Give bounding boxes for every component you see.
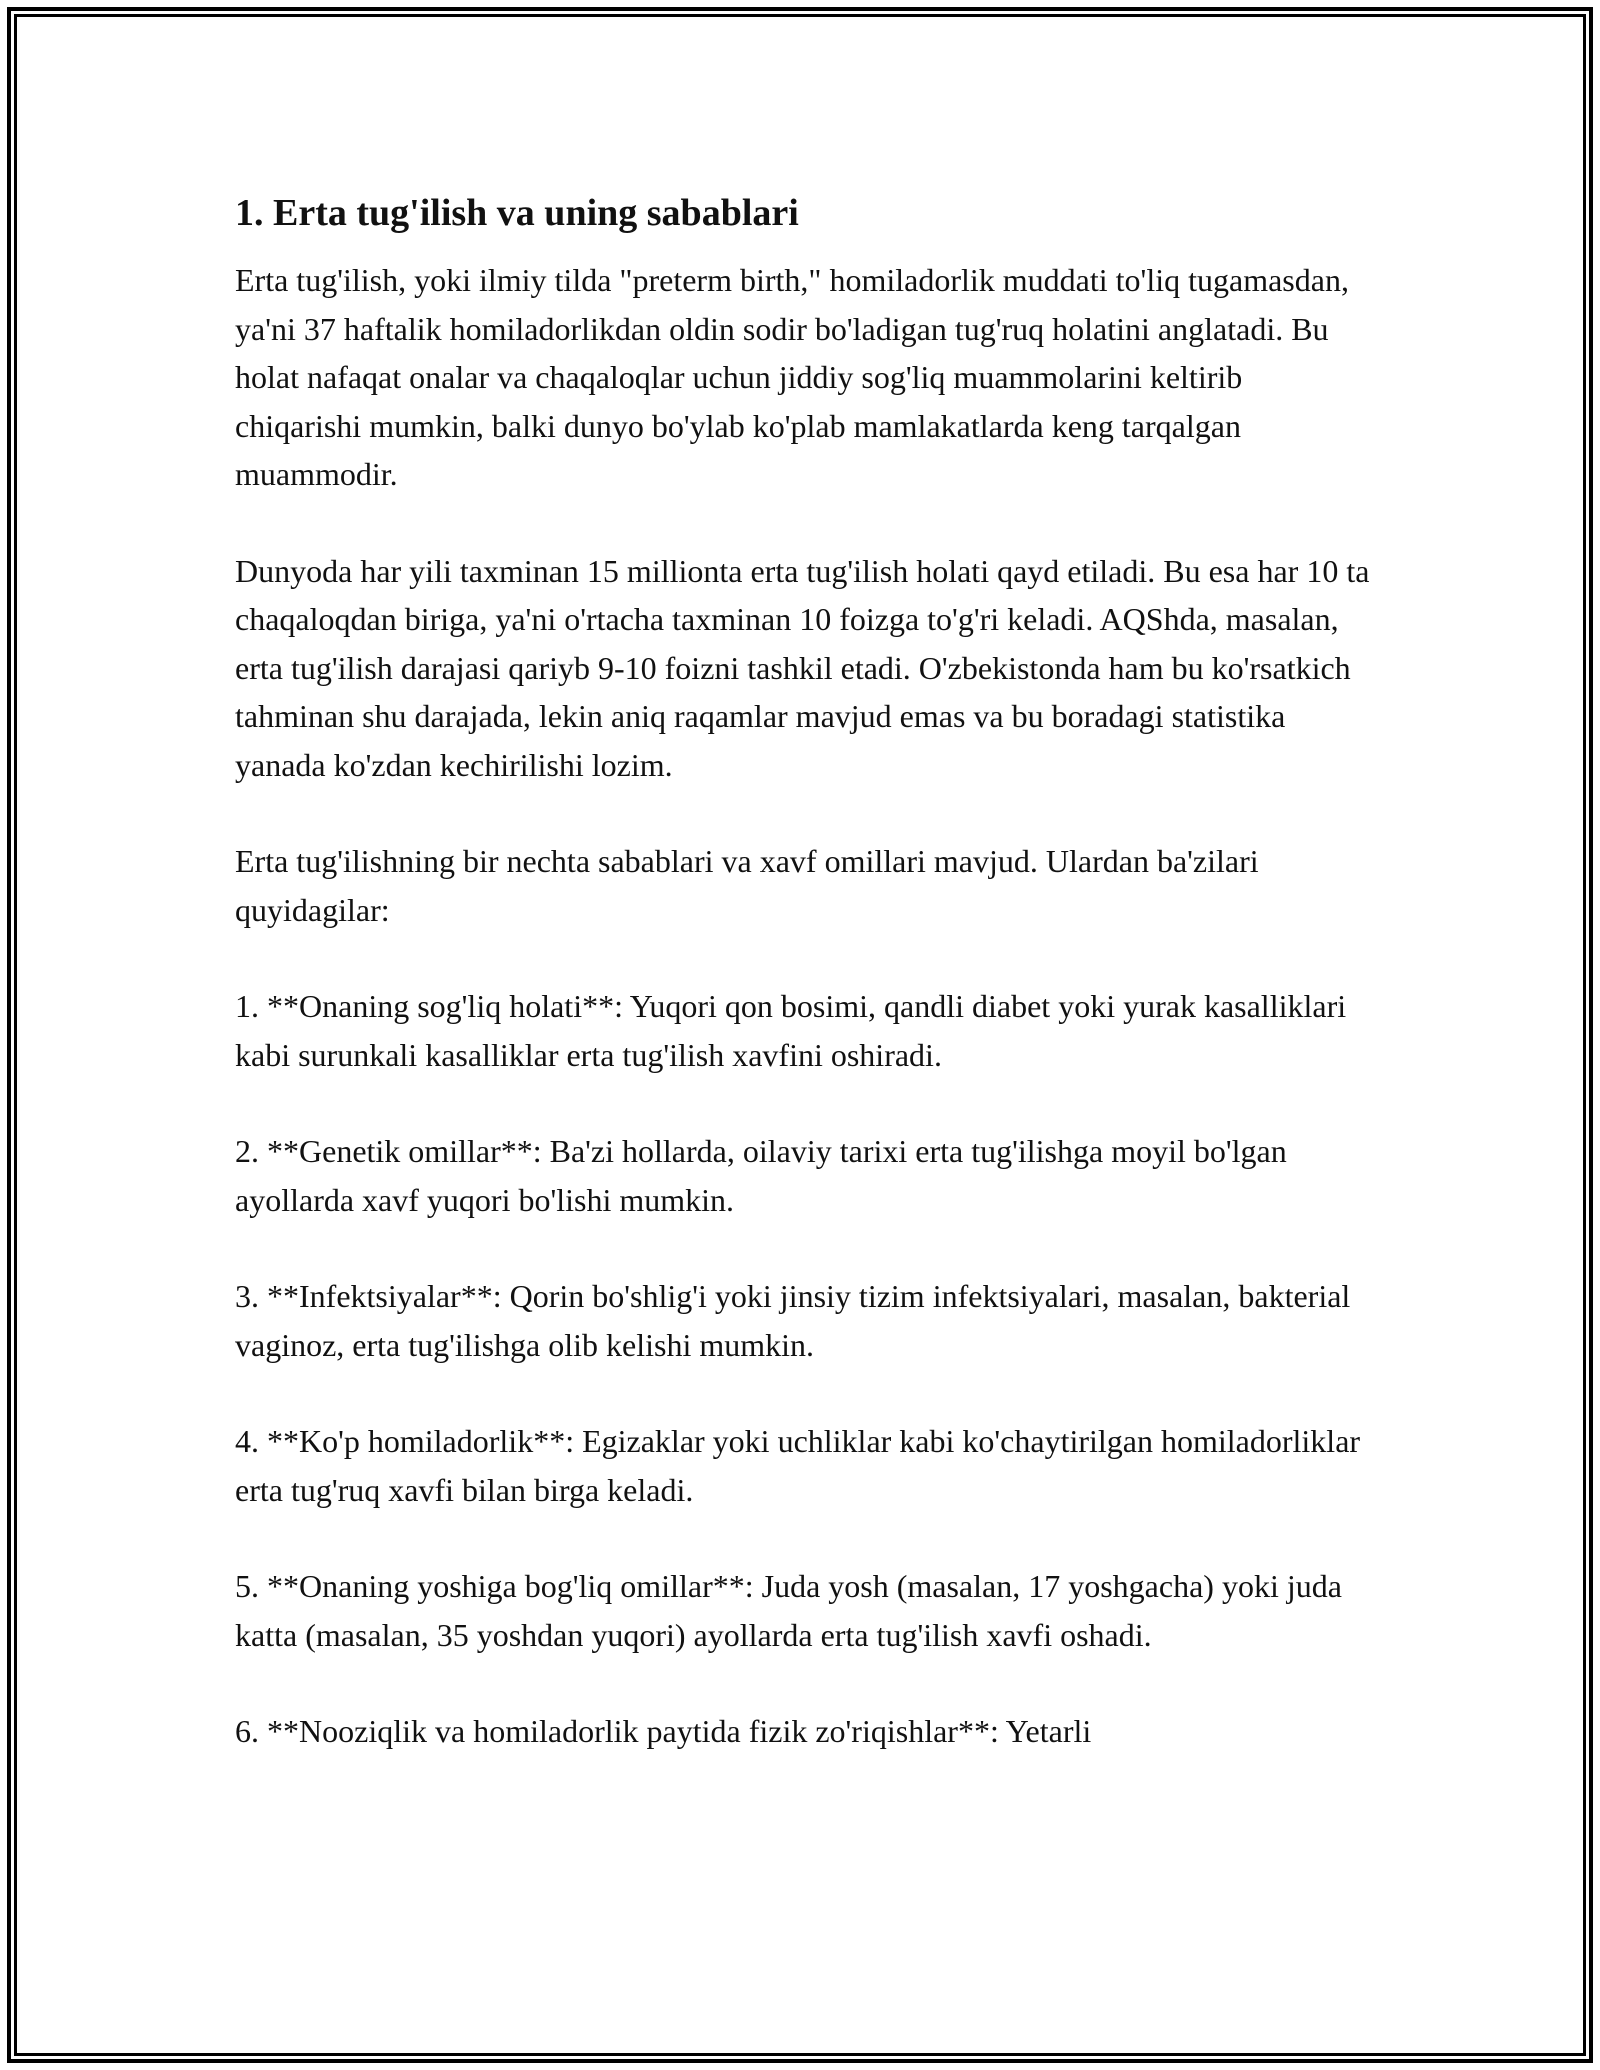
list-item-cause-1: 1. **Onaning sog'liq holati**: Yuqori qon bosimi, qandli diabet yoki yurak kasalliklari kabi surunkali kasalliklar erta tug'ilish xavfini oshiradi. xyxy=(235,988,1347,1073)
document-body xyxy=(235,188,1375,1804)
list-item-cause-2: 2. **Genetik omillar**: Ba'zi hollarda, oilaviy tarixi erta tug'ilishga moyil bo'lgan ayollarda xavf yuqori bo'lishi mumkin. xyxy=(235,1133,1287,1218)
paragraph-intro: Erta tug'ilish, yoki ilmiy tilda "preterm birth," homiladorlik muddati to'liq tugamasdan, ya'ni 37 haftalik homiladorlikdan oldin sodir bo'ladigan tug'ruq holatini anglatadi. Bu holat nafaqat onalar va chaqaloqlar uchun jiddiy sog'liq muammolarini keltirib chiqarishi mumkin, balki dunyo bo'ylab ko'plab mamlakatlarda keng tarqalgan muammodir. xyxy=(235,262,1349,492)
list-item-cause-4: 4. **Ko'p homiladorlik**: Egizaklar yoki uchliklar kabi ko'chaytirilgan homiladorliklar erta tug'ruq xavfi bilan birga keladi. xyxy=(235,1423,1361,1508)
paragraph-statistics: Dunyoda har yili taxminan 15 millionta erta tug'ilish holati qayd etiladi. Bu esa har 10 ta chaqaloqdan biriga, ya'ni o'rtacha taxminan 10 foizga to'g'ri keladi. AQShda, masalan, erta tug'ilish darajasi qariyb 9-10 foizni tashkil etadi. O'zbekistonda ham bu ko'rsatkich tahminan shu darajada, lekin aniq raqamlar mavjud emas va bu boradagi statistika yanada ko'zdan kechirilishi lozim. xyxy=(235,552,1370,783)
list-item-cause-3: 3. **Infektsiyalar**: Qorin bo'shlig'i yoki jinsiy tizim infektsiyalari, masalan, bakterial vaginoz, erta tug'ilishga olib kelishi mumkin. xyxy=(235,1278,1351,1363)
list-item-cause-5: 5. **Onaning yoshiga bog'liq omillar**: Juda yosh (masalan, 17 yoshgacha) yoki juda katta (masalan, 35 yoshdan yuqori) ayollarda erta tug'ilish xavfi oshadi. xyxy=(235,1568,1342,1653)
paragraph-causes-intro: Erta tug'ilishning bir nechta sabablari va xavf omillari mavjud. Ulardan ba'zilari quyidagilar: xyxy=(235,843,1259,928)
list-item-cause-6: 6. **Nooziqlik va homiladorlik paytida fizik zo'riqishlar**: Yetarli xyxy=(235,1713,1092,1749)
section-heading: 1. Erta tug'ilish va uning sabablari xyxy=(235,192,799,234)
